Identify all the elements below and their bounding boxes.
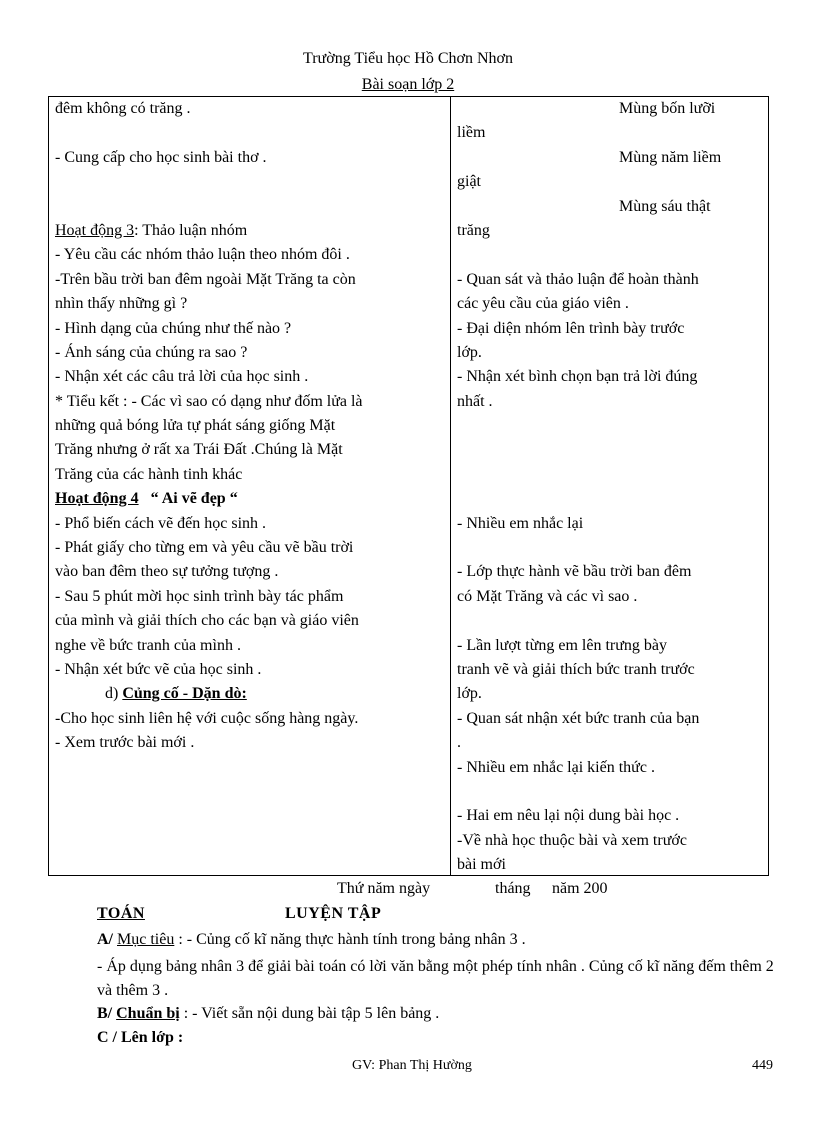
table-line: - Phổ biến cách vẽ đến học sinh . xyxy=(55,514,267,532)
table-line xyxy=(55,121,447,145)
table-line: - Nhận xét bức vẽ của học sinh . xyxy=(55,660,262,678)
objectives-text: : - Củng cố kĩ năng thực hành tính trong bảng nhân 3 . xyxy=(174,931,526,948)
teacher-name: GV: Phan Thị Hường xyxy=(352,1058,472,1073)
table-line xyxy=(457,487,767,511)
activity-4-heading xyxy=(55,487,447,511)
section-d-title: Củng cố - Dặn dò: xyxy=(122,685,247,703)
activity-4-title: Hoạt động 4 xyxy=(55,490,139,508)
table-line: - Nhận xét các câu trả lời của học sinh . xyxy=(55,368,309,386)
teacher-activities-column xyxy=(55,97,447,756)
table-line xyxy=(457,463,767,487)
table-line: - Yêu cầu các nhóm thảo luận theo nhóm đôi . xyxy=(55,246,350,264)
table-line: - Phát giấy cho từng em và yêu cầu vẽ bầu trời xyxy=(55,539,354,557)
table-line: - Quan sát và thảo luận để hoàn thành xyxy=(457,270,699,288)
table-line: các yêu cầu của giáo viên . xyxy=(457,295,629,313)
table-line: -Trên bầu trời ban đêm ngoài Mặt Trăng ta còn xyxy=(55,270,356,288)
preparation-label: B/ xyxy=(97,1005,113,1022)
subject-title: TOÁN xyxy=(97,905,145,922)
poem-line: trăng xyxy=(457,221,490,239)
procedure-heading: C / Lên lớp : xyxy=(97,1029,184,1046)
table-line xyxy=(457,438,767,462)
section-d-prefix: d) xyxy=(105,685,119,703)
page-subtitle xyxy=(0,76,816,94)
table-line: nhất . xyxy=(457,392,493,410)
preparation-line xyxy=(97,1003,787,1025)
lesson-title: LUYỆN TẬP xyxy=(285,905,382,922)
activity-3-heading xyxy=(55,219,447,243)
table-line xyxy=(457,243,767,267)
table-line: * Tiểu kết : - Các vì sao có dạng như đốm lửa là xyxy=(55,392,363,410)
activity-4-subtitle: “ Ai vẽ đẹp “ xyxy=(150,490,238,508)
table-line: - Nhiều em nhắc lại xyxy=(457,514,584,532)
table-line: - Đại diện nhóm lên trình bày trước xyxy=(457,319,685,337)
table-line: tranh vẽ và giải thích bức tranh trước xyxy=(457,660,695,678)
table-line xyxy=(457,609,767,633)
table-line xyxy=(457,780,767,804)
table-line: - Xem trước bài mới . xyxy=(55,734,195,752)
activity-3-subtitle: : Thảo luận nhóm xyxy=(134,221,248,239)
table-line xyxy=(55,170,447,194)
table-line: - Lần lượt từng em lên trưng bày xyxy=(457,636,667,654)
column-divider xyxy=(450,97,451,875)
table-line: - Nhiều em nhắc lại kiến thức . xyxy=(457,758,655,776)
table-line: - Lớp thực hành vẽ bầu trời ban đêm xyxy=(457,563,692,581)
table-line: - Sau 5 phút mời học sinh trình bày tác phẩm xyxy=(55,587,344,605)
date-month: tháng xyxy=(495,880,531,897)
table-line: - Nhận xét bình chọn bạn trả lời đúng xyxy=(457,368,698,386)
page-number: 449 xyxy=(752,1058,773,1073)
activity-3-title: Hoạt động 3 xyxy=(55,221,135,239)
lesson-table xyxy=(48,96,769,876)
table-line: có Mặt Trăng và các vì sao . xyxy=(457,587,638,605)
table-line: - Cung cấp cho học sinh bài thơ . xyxy=(55,148,267,166)
table-line: - Hình dạng của chúng như thế nào ? xyxy=(55,319,292,337)
table-line: - Ánh sáng của chúng ra sao ? xyxy=(55,343,248,361)
objectives-title: Mục tiêu xyxy=(117,931,175,948)
table-line: bài mới xyxy=(457,856,506,874)
table-line: những quả bóng lửa tự phát sáng giống Mặt xyxy=(55,417,336,435)
subtitle-text: Bài soạn lớp 2 xyxy=(361,76,455,93)
table-line: - Hai em nêu lại nội dung bài học . xyxy=(457,807,680,825)
table-line xyxy=(457,414,767,438)
objectives-detail: - Áp dụng bảng nhân 3 để giải bài toán có lời văn bằng một phép tính nhân . Củng cố kĩ năng đếm thêm 2 và thêm 3 . xyxy=(97,958,774,999)
poem-line: giật xyxy=(457,173,481,191)
date-year: năm 200 xyxy=(552,880,608,897)
table-line: -Cho học sinh liên hệ với cuộc sống hàng ngày. xyxy=(55,709,359,727)
preparation-text: : - Viết sẵn nội dung bài tập 5 lên bảng . xyxy=(179,1005,440,1022)
table-line: lớp. xyxy=(457,685,482,703)
table-line: lớp. xyxy=(457,343,482,361)
table-line: vào ban đêm theo sự tưởng tượng . xyxy=(55,563,279,581)
table-line: - Quan sát nhận xét bức tranh của bạn xyxy=(457,709,700,727)
objectives-label: A/ xyxy=(97,931,113,948)
date-day: Thứ năm ngày xyxy=(337,880,431,897)
table-line: nghe về bức tranh của mình . xyxy=(55,636,241,654)
table-line xyxy=(55,195,447,219)
table-line: -Về nhà học thuộc bài và xem trước xyxy=(457,831,687,849)
poem-line: Mùng năm liềm xyxy=(619,148,722,166)
table-line: . xyxy=(457,734,461,752)
table-line: đêm không có trăng . xyxy=(55,100,191,117)
poem-line: liềm xyxy=(457,124,486,142)
table-line: Trăng của các hành tinh khác xyxy=(55,465,243,483)
objectives-line xyxy=(97,929,787,951)
table-line: Trăng nhưng ở rất xa Trái Đất .Chúng là Mặt xyxy=(55,441,343,459)
table-line: nhìn thấy những gì ? xyxy=(55,295,188,313)
table-line: của mình và giải thích cho các bạn và giáo viên xyxy=(55,612,359,630)
section-d-heading xyxy=(55,682,447,706)
poem-line: Mùng bốn lưỡi xyxy=(619,100,716,117)
table-line xyxy=(457,536,767,560)
preparation-title: Chuẩn bị xyxy=(116,1005,180,1022)
student-activities-column xyxy=(457,97,767,878)
poem-line: Mùng sáu thật xyxy=(619,197,711,215)
school-name: Trường Tiểu học Hồ Chơn Nhơn xyxy=(303,50,513,67)
